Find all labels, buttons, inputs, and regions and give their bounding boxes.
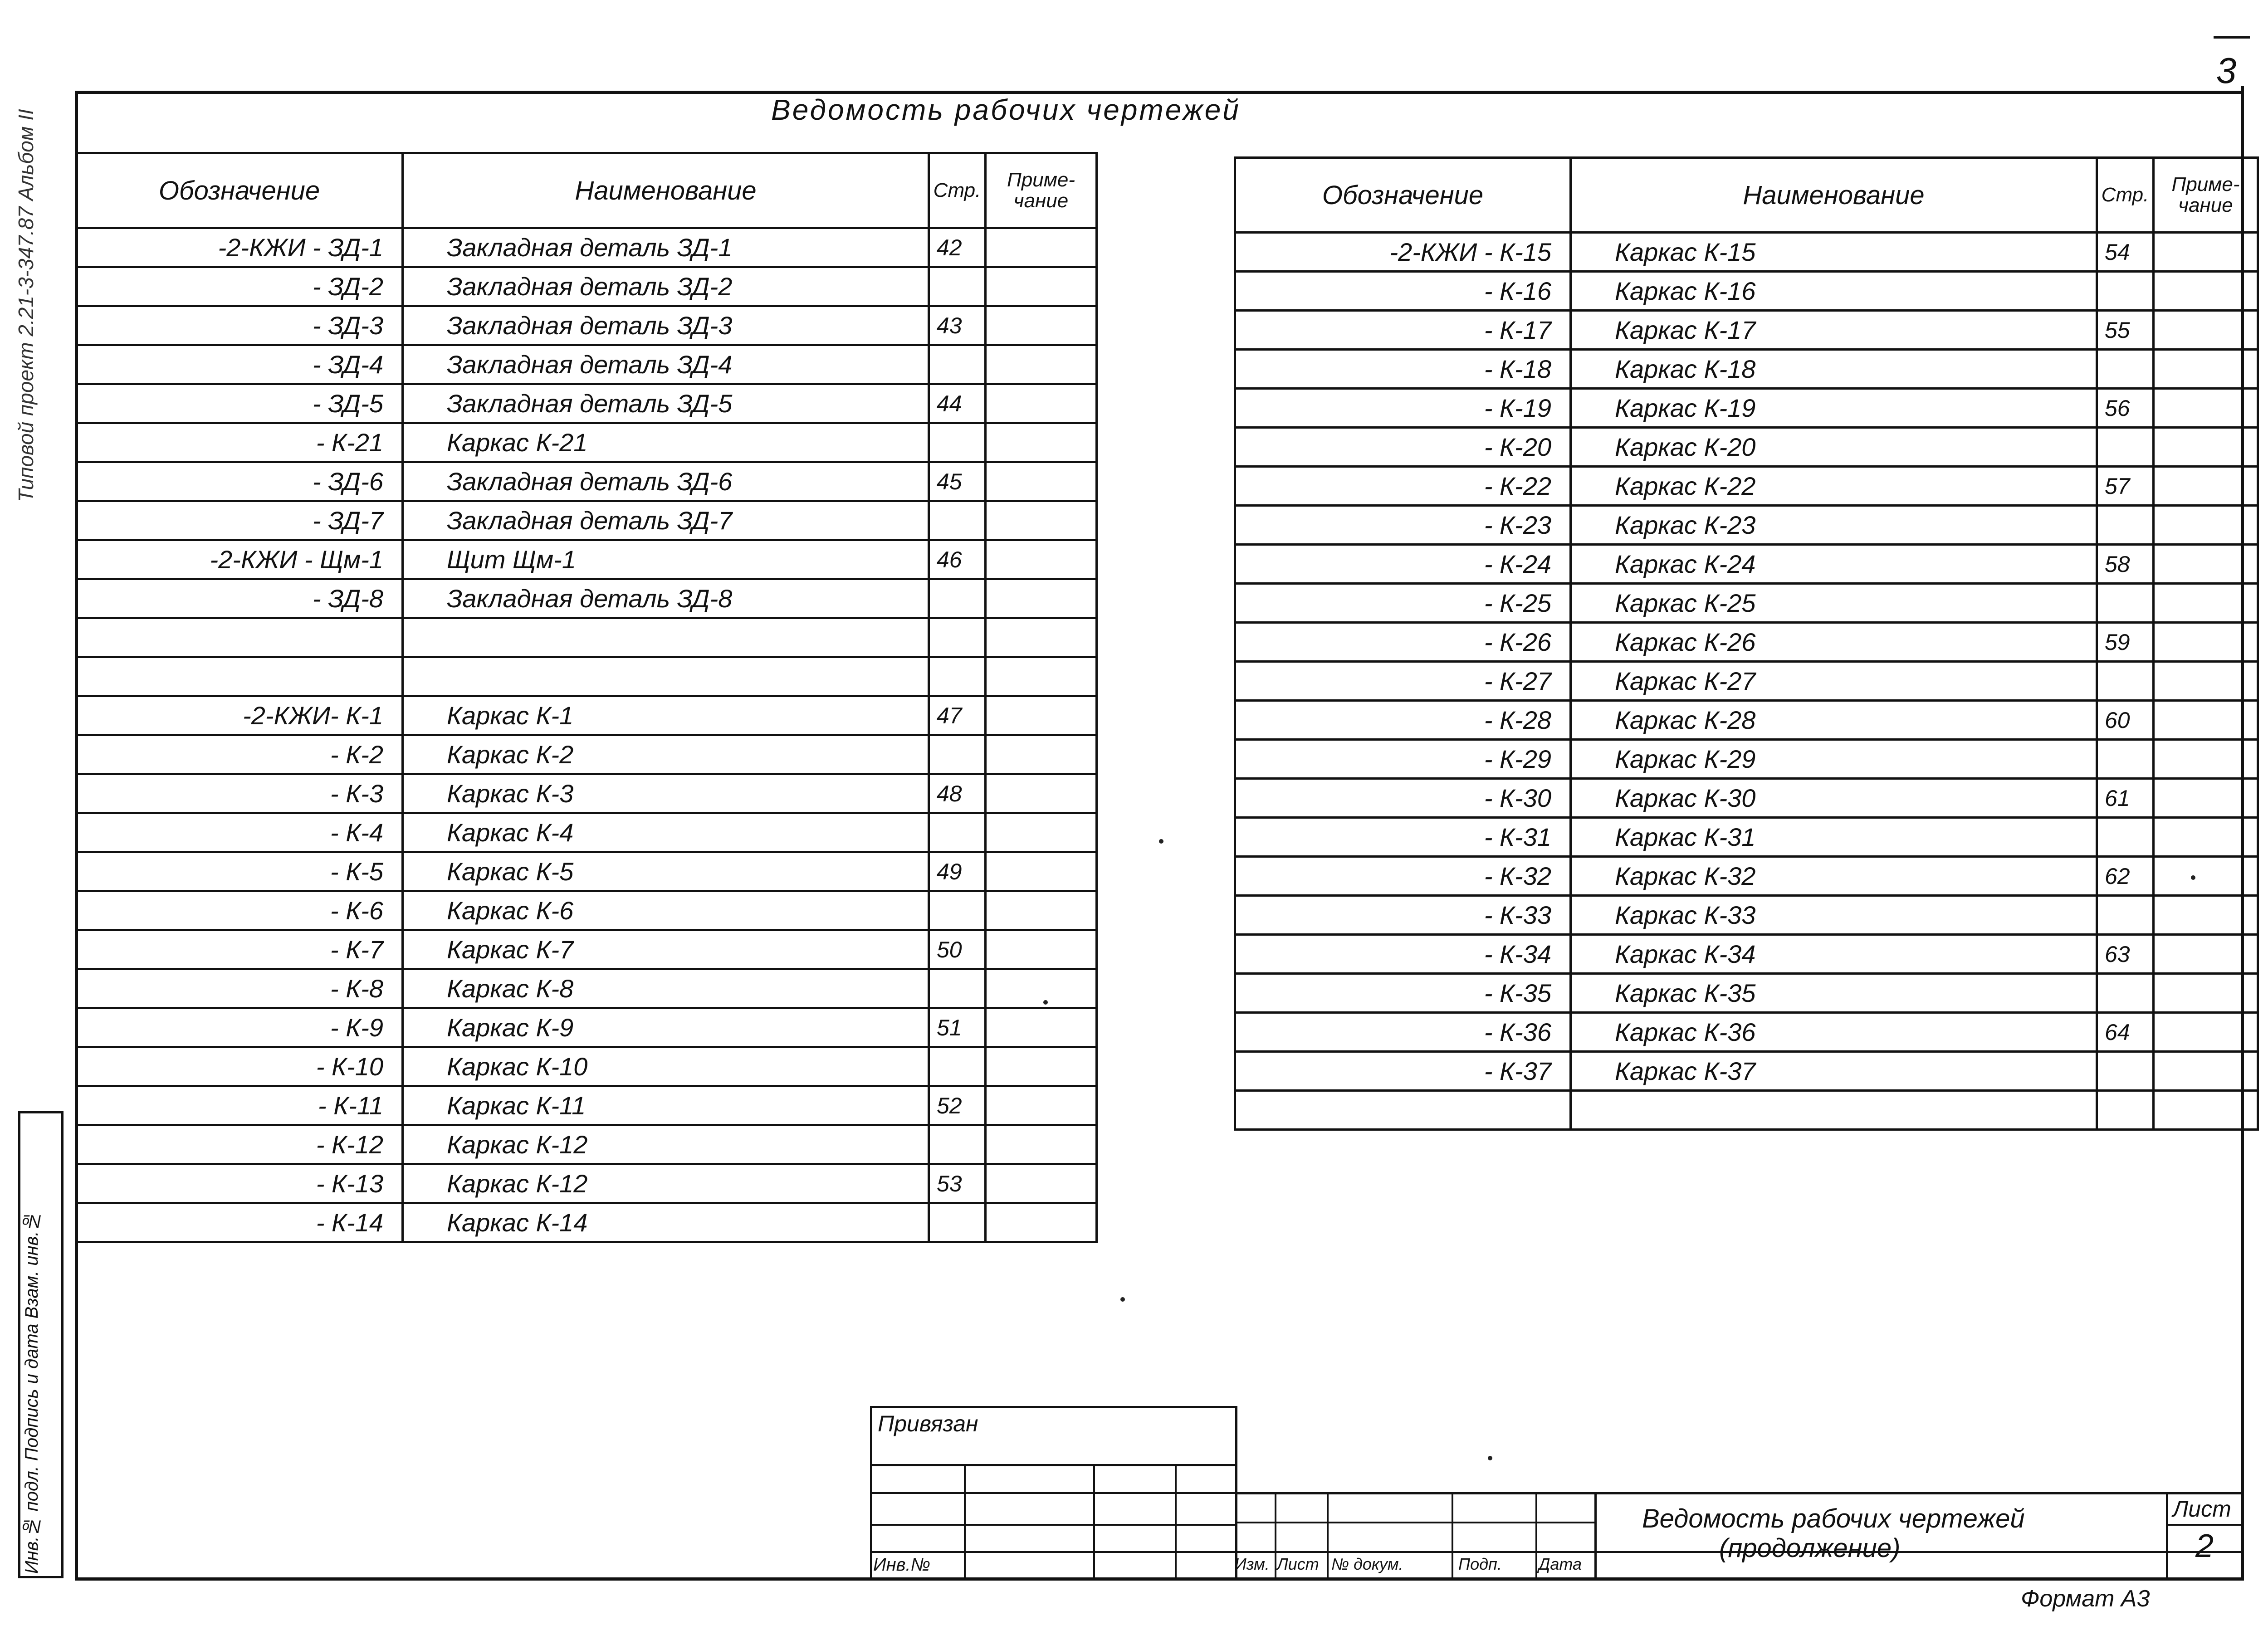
row-code: - К-11 [76, 1086, 403, 1125]
row-code: - К-22 [1235, 467, 1571, 506]
row-code: - К-19 [1235, 389, 1571, 428]
row-page: 61 [2097, 779, 2154, 818]
row-note [2154, 1091, 2258, 1130]
row-name: Каркас К-4 [403, 813, 929, 852]
tb-line [2166, 1524, 2243, 1526]
row-note [2154, 272, 2258, 311]
row-page [2097, 428, 2154, 467]
row-page: 58 [2097, 545, 2154, 584]
row-page: 60 [2097, 701, 2154, 740]
row-code: - К-4 [76, 813, 403, 852]
row-code: - ЗД-3 [76, 306, 403, 345]
row-note [986, 423, 1097, 462]
row-name: Каркас К-11 [403, 1086, 929, 1125]
row-note [2154, 467, 2258, 506]
table-row [1235, 506, 2258, 545]
table-row [76, 813, 1097, 852]
row-page: 48 [929, 774, 986, 813]
table-row [1235, 857, 2258, 896]
row-code: - К-27 [1235, 662, 1571, 701]
table-row [76, 540, 1097, 579]
row-note [2154, 740, 2258, 779]
table-row [76, 384, 1097, 423]
row-note [2154, 1052, 2258, 1091]
row-name: Каркас К-22 [1571, 467, 2097, 506]
row-note [2154, 779, 2258, 818]
row-note [2154, 428, 2258, 467]
row-page [929, 579, 986, 618]
row-note [2154, 896, 2258, 935]
scan-speck [1043, 1000, 1048, 1005]
row-note [986, 501, 1097, 540]
col-list: Лист [1277, 1555, 1319, 1573]
row-page: 44 [929, 384, 986, 423]
tb-line [1235, 1522, 1596, 1523]
row-page: 62 [2097, 857, 2154, 896]
row-note [986, 969, 1097, 1008]
row-code: - К-35 [1235, 974, 1571, 1013]
row-page: 47 [929, 696, 986, 735]
table-row [1235, 311, 2258, 350]
row-name: Каркас К-31 [1571, 818, 2097, 857]
sheet-corner-line [2214, 36, 2250, 39]
tb-line [870, 1524, 1237, 1526]
tb-line [870, 1464, 1237, 1466]
row-name: Каркас К-25 [1571, 584, 2097, 623]
row-note [986, 852, 1097, 891]
table-row [76, 501, 1097, 540]
row-name: Каркас К-24 [1571, 545, 2097, 584]
row-page [929, 267, 986, 306]
row-code: - К-34 [1235, 935, 1571, 974]
row-note [2154, 506, 2258, 545]
row-code: - К-36 [1235, 1013, 1571, 1052]
table-row [76, 969, 1097, 1008]
row-note [2154, 818, 2258, 857]
row-page: 54 [2097, 233, 2154, 272]
row-name: Каркас К-29 [1571, 740, 2097, 779]
row-code: - К-18 [1235, 350, 1571, 389]
row-note [986, 540, 1097, 579]
sheet-label: Лист [2173, 1496, 2231, 1522]
col-doc: № докум. [1331, 1555, 1403, 1573]
row-code: - К-2 [76, 735, 403, 774]
row-page [2097, 272, 2154, 311]
row-code: - ЗД-4 [76, 345, 403, 384]
row-code: -2-КЖИ - К-15 [1235, 233, 1571, 272]
row-code: - К-9 [76, 1008, 403, 1047]
tb-line [1594, 1492, 1597, 1581]
row-note [986, 735, 1097, 774]
row-page [929, 345, 986, 384]
table-row [1235, 272, 2258, 311]
row-name: Каркас К-27 [1571, 662, 2097, 701]
row-code: - К-32 [1235, 857, 1571, 896]
row-page [2097, 740, 2154, 779]
row-name: Каркас К-35 [1571, 974, 2097, 1013]
row-note [986, 696, 1097, 735]
table-row [76, 345, 1097, 384]
row-name: Каркас К-5 [403, 852, 929, 891]
row-note [986, 813, 1097, 852]
row-note [986, 1164, 1097, 1203]
table-row [1235, 1091, 2258, 1130]
table-row [76, 267, 1097, 306]
row-code: - К-31 [1235, 818, 1571, 857]
row-code: - К-26 [1235, 623, 1571, 662]
row-name: Каркас К-23 [1571, 506, 2097, 545]
table-row [76, 423, 1097, 462]
row-note [986, 462, 1097, 501]
table-row [1235, 1013, 2258, 1052]
row-page: 56 [2097, 389, 2154, 428]
table-row [76, 1164, 1097, 1203]
sheet-value: 2 [2195, 1528, 2214, 1564]
row-page [2097, 662, 2154, 701]
header-note: Приме-чание [986, 153, 1097, 228]
row-page [929, 891, 986, 930]
row-name: Каркас К-15 [1571, 233, 2097, 272]
row-code: - К-30 [1235, 779, 1571, 818]
right-drawing-register [1234, 156, 2259, 1131]
row-code: - ЗД-6 [76, 462, 403, 501]
row-name: Каркас К-10 [403, 1047, 929, 1086]
table-row [76, 618, 1097, 657]
row-code: - ЗД-8 [76, 579, 403, 618]
format-label: Формат А3 [2021, 1586, 2150, 1612]
header-name: Наименование [403, 153, 929, 228]
row-code: - К-33 [1235, 896, 1571, 935]
row-name: Каркас К-17 [1571, 311, 2097, 350]
row-note [2154, 584, 2258, 623]
row-page: 64 [2097, 1013, 2154, 1052]
tb-line [870, 1492, 1237, 1494]
table-row [1235, 467, 2258, 506]
table-row [76, 1203, 1097, 1242]
row-page [929, 1203, 986, 1242]
table-row [1235, 779, 2258, 818]
row-page: 63 [2097, 935, 2154, 974]
row-page: 42 [929, 228, 986, 267]
row-code: - ЗД-7 [76, 501, 403, 540]
row-page: 51 [929, 1008, 986, 1047]
header-code: Обозначение [76, 153, 403, 228]
row-name: Закладная деталь ЗД-1 [403, 228, 929, 267]
col-date: Дата [1539, 1555, 1582, 1573]
side-stamp-text: Инв.№ подл. Подпись и дата Взам. инв.№ [22, 1211, 42, 1574]
tb-line [1535, 1492, 1537, 1581]
row-page: 45 [929, 462, 986, 501]
row-code: - К-37 [1235, 1052, 1571, 1091]
table-row [1235, 350, 2258, 389]
tied-label: Привязан [878, 1411, 978, 1436]
table-row [76, 657, 1097, 696]
row-page [2097, 818, 2154, 857]
side-project-label: Типовой проект 2.21-3-347.87 Альбом II [14, 109, 38, 502]
tb-line [1452, 1492, 1453, 1581]
row-note [2154, 311, 2258, 350]
stamp-title-line1: Ведомость рабочих чертежей [1642, 1504, 2025, 1533]
inv-label: Инв.№ [873, 1555, 930, 1575]
row-code: - К-6 [76, 891, 403, 930]
row-code: - К-20 [1235, 428, 1571, 467]
row-name: Закладная деталь ЗД-5 [403, 384, 929, 423]
row-page [2097, 584, 2154, 623]
row-note [986, 306, 1097, 345]
table-header-row [76, 153, 1097, 228]
table-row [76, 735, 1097, 774]
row-name: Закладная деталь ЗД-6 [403, 462, 929, 501]
row-page [929, 501, 986, 540]
row-code: - К-17 [1235, 311, 1571, 350]
row-name: Каркас К-34 [1571, 935, 2097, 974]
row-code: -2-КЖИ- К-1 [76, 696, 403, 735]
row-note [986, 1008, 1097, 1047]
row-page [2097, 506, 2154, 545]
table-row [76, 579, 1097, 618]
row-note [986, 657, 1097, 696]
scan-speck [1120, 1297, 1125, 1302]
row-page [929, 1125, 986, 1164]
row-page: 53 [929, 1164, 986, 1203]
row-code: - К-12 [76, 1125, 403, 1164]
table-row [1235, 896, 2258, 935]
row-note [986, 1047, 1097, 1086]
row-page [929, 813, 986, 852]
row-note [986, 1125, 1097, 1164]
table-row [1235, 935, 2258, 974]
row-name: Каркас К-26 [1571, 623, 2097, 662]
row-note [986, 1086, 1097, 1125]
row-page: 57 [2097, 467, 2154, 506]
row-code: -2-КЖИ - Щм-1 [76, 540, 403, 579]
row-page: 49 [929, 852, 986, 891]
table-row [1235, 233, 2258, 272]
row-note [986, 384, 1097, 423]
table-header-row [1235, 158, 2258, 233]
row-name: Каркас К-16 [1571, 272, 2097, 311]
tb-line [1327, 1492, 1329, 1581]
table-row [1235, 1052, 2258, 1091]
row-name: Каркас К-32 [1571, 857, 2097, 896]
row-name: Каркас К-19 [1571, 389, 2097, 428]
table-row [76, 1008, 1097, 1047]
row-code: - ЗД-5 [76, 384, 403, 423]
row-code: - К-7 [76, 930, 403, 969]
col-izm: Изм. [1235, 1555, 1270, 1573]
header-page: Стр. [929, 153, 986, 228]
row-code [1235, 1091, 1571, 1130]
row-page [929, 423, 986, 462]
row-note [2154, 623, 2258, 662]
row-name: Каркас К-33 [1571, 896, 2097, 935]
tb-line [870, 1551, 2242, 1553]
row-code: - К-10 [76, 1047, 403, 1086]
row-note [986, 930, 1097, 969]
row-note [2154, 1013, 2258, 1052]
row-name: Каркас К-1 [403, 696, 929, 735]
row-note [986, 228, 1097, 267]
row-note [986, 345, 1097, 384]
header-note: Приме-чание [2154, 158, 2258, 233]
row-note [986, 579, 1097, 618]
row-note [2154, 350, 2258, 389]
row-name: Каркас К-36 [1571, 1013, 2097, 1052]
row-page [2097, 974, 2154, 1013]
row-note [986, 774, 1097, 813]
row-note [2154, 935, 2258, 974]
row-page [2097, 1091, 2154, 1130]
table-row [1235, 389, 2258, 428]
tb-line [1235, 1492, 2242, 1494]
row-code: - К-28 [1235, 701, 1571, 740]
tb-line [1275, 1492, 1276, 1581]
row-name: Каркас К-12 [403, 1164, 929, 1203]
scan-speck [2191, 875, 2195, 880]
row-name: Каркас К-9 [403, 1008, 929, 1047]
row-code [76, 657, 403, 696]
row-code: - К-3 [76, 774, 403, 813]
row-note [2154, 701, 2258, 740]
row-name: Каркас К-2 [403, 735, 929, 774]
row-name: Каркас К-30 [1571, 779, 2097, 818]
tb-line [870, 1406, 1237, 1408]
row-name [1571, 1091, 2097, 1130]
row-name: Каркас К-14 [403, 1203, 929, 1242]
row-name: Закладная деталь ЗД-7 [403, 501, 929, 540]
row-code [76, 618, 403, 657]
row-code: - К-29 [1235, 740, 1571, 779]
table-row [76, 696, 1097, 735]
left-drawing-register [75, 152, 1098, 1243]
row-name: Каркас К-21 [403, 423, 929, 462]
row-note [986, 891, 1097, 930]
scan-speck [1159, 839, 1163, 844]
row-name: Закладная деталь ЗД-2 [403, 267, 929, 306]
tb-line [2166, 1492, 2168, 1581]
row-code: - К-24 [1235, 545, 1571, 584]
row-page: 59 [2097, 623, 2154, 662]
row-page [929, 618, 986, 657]
row-note [986, 267, 1097, 306]
row-code: - ЗД-2 [76, 267, 403, 306]
row-name: Каркас К-18 [1571, 350, 2097, 389]
table-row [1235, 623, 2258, 662]
row-page [2097, 350, 2154, 389]
table-row [76, 228, 1097, 267]
row-note [2154, 662, 2258, 701]
row-name: Закладная деталь ЗД-3 [403, 306, 929, 345]
document-title: Ведомость рабочих чертежей [771, 93, 1241, 126]
row-code: - К-21 [76, 423, 403, 462]
row-name: Каркас К-20 [1571, 428, 2097, 467]
row-page: 52 [929, 1086, 986, 1125]
table-row [1235, 545, 2258, 584]
row-name: Каркас К-7 [403, 930, 929, 969]
row-code: - К-25 [1235, 584, 1571, 623]
row-code: - К-16 [1235, 272, 1571, 311]
table-row [1235, 428, 2258, 467]
row-page: 43 [929, 306, 986, 345]
row-name [403, 618, 929, 657]
row-name: Каркас К-8 [403, 969, 929, 1008]
row-page [2097, 896, 2154, 935]
table-row [76, 306, 1097, 345]
row-name: Закладная деталь ЗД-4 [403, 345, 929, 384]
row-note [986, 618, 1097, 657]
table-row [1235, 740, 2258, 779]
table-row [1235, 818, 2258, 857]
col-sign: Подп. [1458, 1555, 1502, 1573]
table-row [1235, 974, 2258, 1013]
row-code: -2-КЖИ - ЗД-1 [76, 228, 403, 267]
row-code: - К-23 [1235, 506, 1571, 545]
table-row [1235, 701, 2258, 740]
row-code: - К-14 [76, 1203, 403, 1242]
row-name: Каркас К-28 [1571, 701, 2097, 740]
row-page [929, 657, 986, 696]
row-page: 55 [2097, 311, 2154, 350]
header-page: Стр. [2097, 158, 2154, 233]
row-note [2154, 389, 2258, 428]
tb-line [1175, 1464, 1177, 1581]
row-page: 50 [929, 930, 986, 969]
table-row [1235, 662, 2258, 701]
table-row [76, 1086, 1097, 1125]
row-page: 46 [929, 540, 986, 579]
row-name: Каркас К-37 [1571, 1052, 2097, 1091]
table-row [1235, 584, 2258, 623]
header-code: Обозначение [1235, 158, 1571, 233]
row-note [2154, 974, 2258, 1013]
row-page [929, 1047, 986, 1086]
stamp-title-line2: (продолжение) [1719, 1533, 1901, 1563]
table-row [76, 852, 1097, 891]
table-row [76, 1047, 1097, 1086]
sheet-corner-number: 3 [2216, 50, 2237, 91]
tb-line [964, 1464, 966, 1581]
row-note [2154, 233, 2258, 272]
row-name: Каркас К-3 [403, 774, 929, 813]
table-row [76, 774, 1097, 813]
row-name [403, 657, 929, 696]
row-code: - К-13 [76, 1164, 403, 1203]
tb-line [1093, 1464, 1095, 1581]
row-name: Каркас К-6 [403, 891, 929, 930]
table-row [76, 462, 1097, 501]
row-page [929, 735, 986, 774]
header-name: Наименование [1571, 158, 2097, 233]
row-name: Щит Щм-1 [403, 540, 929, 579]
table-row [76, 930, 1097, 969]
row-name: Закладная деталь ЗД-8 [403, 579, 929, 618]
table-row [76, 891, 1097, 930]
row-note [2154, 857, 2258, 896]
row-note [986, 1203, 1097, 1242]
row-code: - К-5 [76, 852, 403, 891]
scan-speck [1488, 1456, 1492, 1460]
table-row [76, 1125, 1097, 1164]
row-code: - К-8 [76, 969, 403, 1008]
row-note [2154, 545, 2258, 584]
row-page [929, 969, 986, 1008]
row-name: Каркас К-12 [403, 1125, 929, 1164]
row-page [2097, 1052, 2154, 1091]
